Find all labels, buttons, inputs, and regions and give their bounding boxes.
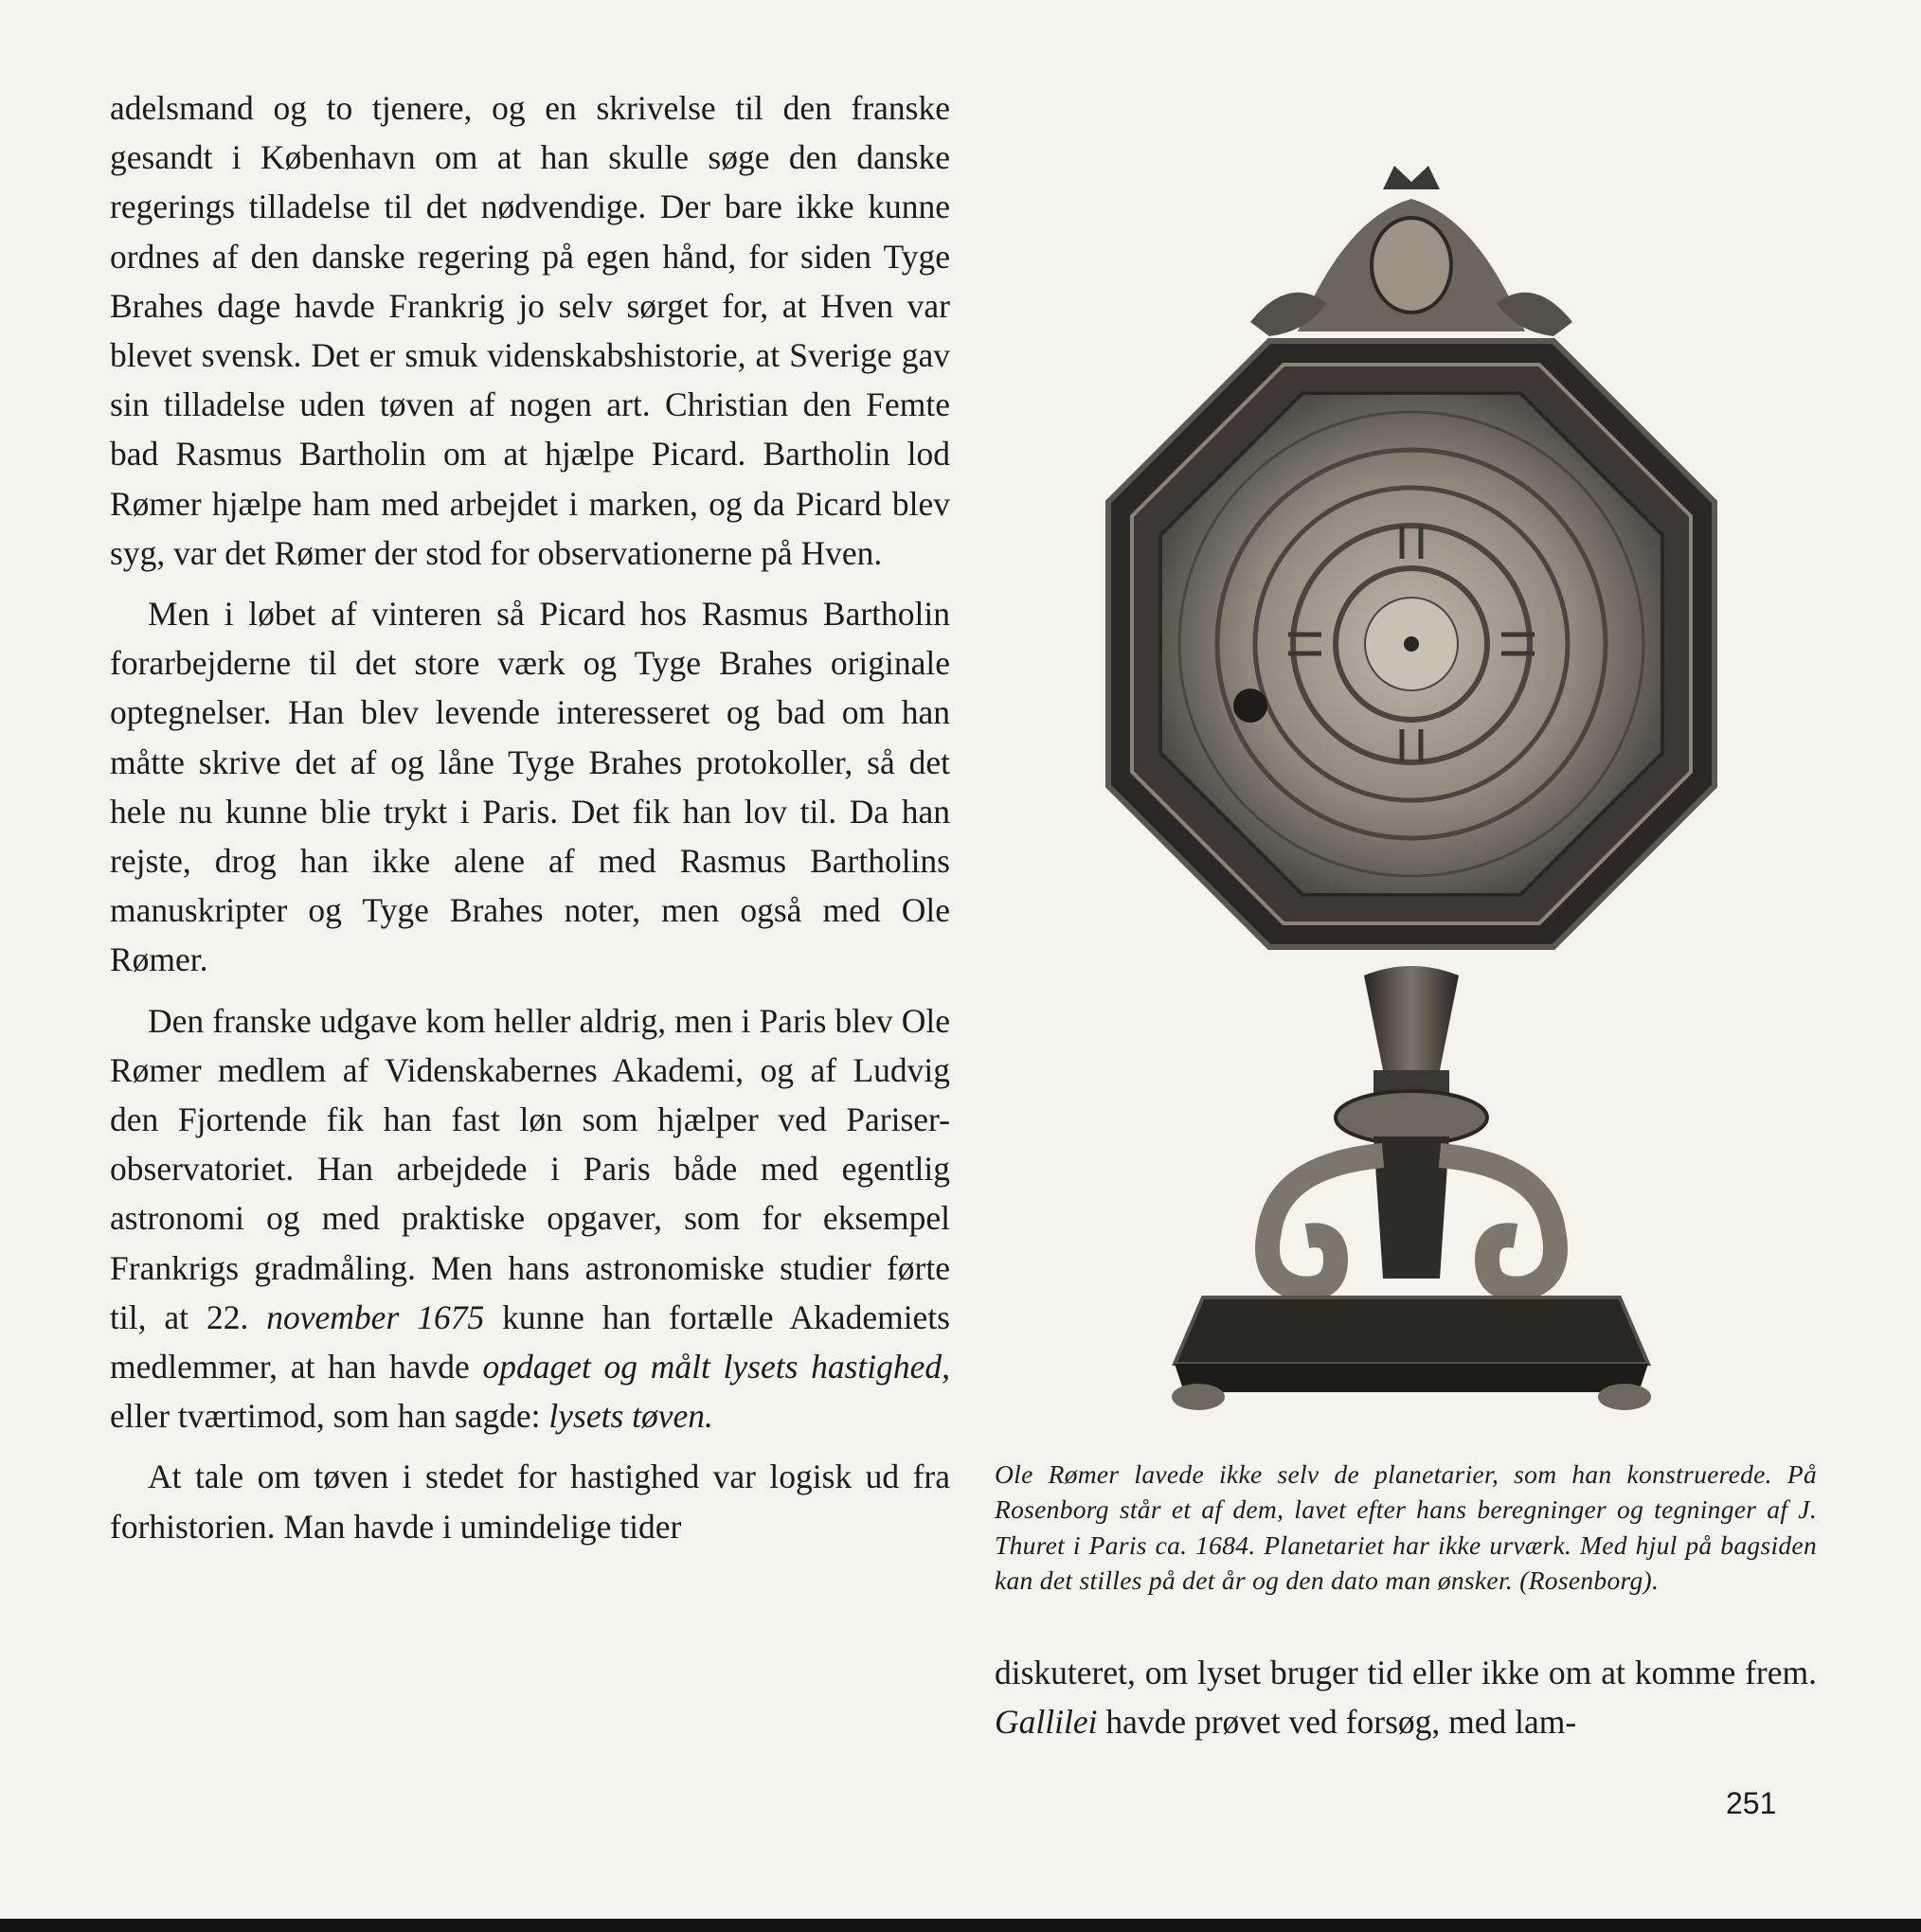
paragraph-3-part-c: eller tværtimod, som han sagde: [110,1397,541,1436]
paragraph-3-part-b: kunne han fortælle Akademiets medlemmer, at han havde [110,1297,950,1386]
paragraph-3 [110,996,950,1441]
paragraph-1: adelsmand og to tjenere, og en skrivelse til den franske gesandt i København om at han skulle søge den danske regerings tilladelse til det nødvendige. Der bare ikke kunne ordnes af den danske regering på egen hånd, for siden Tyge Brahes dage havde Frankrig jo selv sørget for, at Hven var blevet svensk. Det er smuk videnskabshistorie, at Sverige gav sin tilladelse uden tøven af nogen art. Christian den Femte bad Rasmus Bartholin om at hjælpe Picard. Bartholin lod Rømer hjælpe ham med arbejdet i marken, og da Picard blev syg, var det Rømer der stod for observationerne på Hven. [110,89,950,572]
planetarium-photo [1061,161,1762,1421]
scan-edge [0,1919,1921,1932]
figure-caption: Ole Rømer lavede ikke selv de planetarier, som han konstruerede. På Rosenborg står et af dem, lavet efter hans beregninger og tegninger af J. Thuret i Paris ca. 1684. Planetariet har ikke urværk. Med hjul på bagsiden kan det stilles på det år og den dato man ønsker. (Rosenborg). [995,1459,1817,1596]
right-text-part-b: havde prøvet ved forsøg, med lam- [1105,1703,1577,1742]
paragraph-4: At tale om tøven i stedet for hastighed var logisk ud fra forhistorien. Man havde i umindelige tider [110,1458,950,1546]
paragraph-2: Men i løbet af vinteren så Picard hos Rasmus Bartholin forarbejderne til det store værk og Tyge Brahes originale optegnelser. Han blev levende interesseret og bad om han måtte skrive det af og låne Tyge Brahes protokoller, så det hele nu kunne blie trykt i Paris. Det fik han lov til. Da han rejste, drog han ikke alene af med Rasmus Bartholins manuskripter og Tyge Brahes noter, men også med Ole Rømer. [110,595,950,979]
discovery-italic: opdaget og målt lysets hastighed, [482,1348,951,1386]
date-italic: november 1675 [266,1297,485,1336]
pedestal [1172,966,1651,1410]
page-number: 251 [1726,1786,1777,1820]
gallilei-italic: Gallilei [995,1703,1098,1742]
paragraph-3-part-a: Den franske udgave kom heller aldrig, men i Paris blev Ole Rømer medlem af Videnskabernes Akademi, og af Ludvig den Fjortende fik han fast løn som hjælper ved Pariser-observatoriet. Han arbejdede i Paris både med egentlig astronomi og med praktiske opgaver, som for eksempel Frankrigs gradmåling. Men hans astronomiske studier førte til, at 22. [110,1001,950,1336]
crown-crest [1250,166,1572,336]
right-text-part-a: diskuteret, om lyset bruger tid eller ikke om at komme frem. [995,1654,1817,1691]
light-delay-italic: lysets tøven. [548,1397,713,1436]
right-text-column [995,1648,1817,1746]
left-text-column [110,83,950,1551]
planetarium-illustration [1061,161,1762,1421]
right-paragraph [995,1648,1817,1746]
